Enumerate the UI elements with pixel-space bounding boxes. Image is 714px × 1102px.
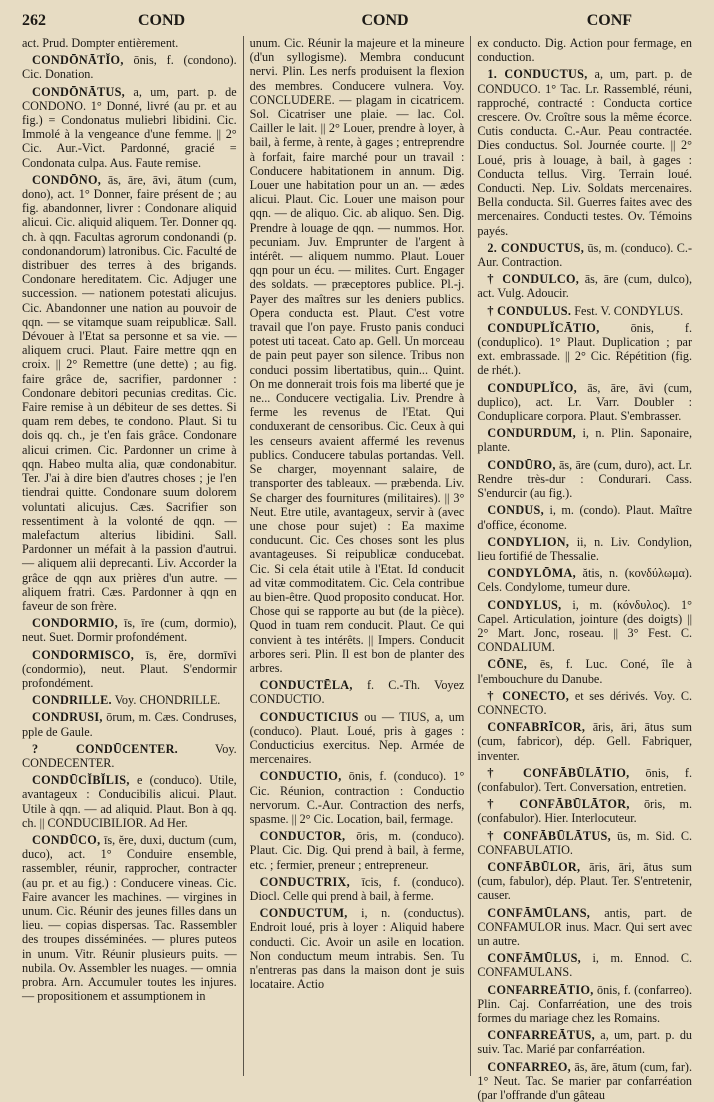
- dictionary-entry: [477, 381, 692, 424]
- dictionary-entry: [22, 85, 237, 170]
- dictionary-entry: [477, 566, 692, 594]
- entry-headword: CONDUS,: [487, 503, 544, 518]
- entry-definition: e (conduco). Utile, avantageux : Conducibilis alicui. Plaut. Utile à qqn. — ad aliquid. Plaut. Bon à qq. ch. || CONDUCIBILIOR. Ad Her.: [22, 773, 237, 830]
- dictionary-entry: [477, 860, 692, 903]
- entry-definition: Voy. CONDECENTER.: [22, 741, 237, 770]
- entry-definition: antis, part. de CONFAMULOR inus. Macr. Qui sert avec un autre.: [477, 905, 693, 948]
- entry-definition: īs, īre (cum, dormio), neut. Suet. Dormir profondément.: [22, 616, 237, 645]
- dictionary-entry: [22, 173, 237, 613]
- dictionary-entry: [477, 906, 692, 949]
- entry-headword: CONDŪCĬBĬLIS,: [32, 773, 130, 788]
- dictionary-entry: [477, 67, 692, 237]
- entry-definition: a, um, part. p. de CONDUCO. 1° Tac. Lr. Rassemblé, réuni, rapproché, contracté : Conducta cortice crescere. Ov. Croître sous la même écorce. Cutis conducta. C.-Aur. Peau contractée. Dies conductus. Sol. Journée courte. || 2° Loué, pris à louage, à bail, à gages : Conducta tellus. Virg. Terrain loué. Conducti. Nep. Liv. Soldats mercenaires. Bella conducta. Sil. Guerres faites avec des mercenaires. Conducti testes. Ov. Témoins payés.: [477, 67, 693, 238]
- entry-headword: CONDUCTĒLA,: [259, 678, 353, 693]
- entry-headword: CONDŌNĀTUS,: [32, 84, 126, 99]
- entry-definition: i, m. Ennod. C. CONFAMULANS.: [477, 951, 693, 980]
- entry-definition: īs, ĕre, dormīvi (condormio), neut. Plaut. S'endormir profondément.: [22, 647, 237, 690]
- entry-definition: ōris, m. (confabulor). Hier. Interlocuteur.: [477, 797, 693, 826]
- dictionary-entry: [477, 36, 692, 64]
- dictionary-entry: [22, 833, 237, 1003]
- dictionary-entry: [250, 829, 465, 872]
- entry-definition: ās, āre (cum, dulco), act. Vulg. Adoucir.: [477, 272, 693, 301]
- text-columns: [22, 36, 693, 1102]
- dictionary-entry: [477, 598, 692, 655]
- dictionary-entry: [477, 535, 692, 563]
- entry-definition: ex conducto. Dig. Action pour fermage, en conduction.: [477, 36, 693, 65]
- entry-definition: i, m. (condo). Plaut. Maître d'office, économe.: [477, 503, 693, 532]
- dictionary-entry: [250, 36, 465, 675]
- dictionary-entry: [250, 906, 465, 991]
- entry-headword: CONDUPLĬCO,: [487, 380, 577, 395]
- entry-definition: et ses dérivés. Voy. C. CONNECTO.: [477, 688, 693, 717]
- dictionary-entry: [477, 766, 692, 794]
- entry-definition: ătis, n. (κονδύλωμα). Cels. Condylome, tumeur dure.: [477, 566, 693, 595]
- entry-headword: CONDŪCO,: [32, 832, 101, 847]
- dictionary-entry: [22, 773, 237, 830]
- entry-headword: † CONECTO,: [487, 688, 570, 703]
- column-right: [470, 36, 693, 1102]
- entry-headword: CONDŌNĀTĬO,: [32, 53, 124, 68]
- dictionary-entry: [477, 797, 692, 825]
- entry-headword: CONDUCTRIX,: [259, 874, 350, 889]
- entry-headword: CONDUCTOR,: [259, 829, 346, 844]
- dictionary-entry: [22, 648, 237, 691]
- running-head-center: COND: [361, 12, 409, 29]
- entry-definition: īs, ĕre, duxi, ductum (cum, duco), act. 1° Conduire ensemble, rassembler, réunir, rapprocher, contracter (au pr. et au fig.) : Conducere vineas. Cic. Faire avancer les machines. — virgines in unum. Cic. Réunir des jeunes filles dans un lieu. — copias dispersas. Tac. Rassembler des troupes disséminées. — plures puteos in unum. Vitr. Réunir plusieurs puits. — nubila. Ov. Assembler les nuages. — omnia probra. Arn. Accumuler toutes les injures. — propositionem et assumptionem in: [22, 832, 237, 1004]
- running-head-right: CONF: [586, 12, 633, 29]
- entry-definition: i, m. (κόνδυλος). 1° Capel. Articulation, jointure (des doigts) || 2° Mart. Jonc, roseau. || 3° Fest. C. CONDALIUM.: [477, 597, 693, 655]
- entry-headword: CONDRUSI,: [32, 710, 103, 725]
- entry-definition: ōnis, f. (conduco). 1° Cic. Réunion, contraction : Conductio nervorum. C.-Aur. Contraction des nerfs, spasme. || 2° Cic. Location, bail, fermage.: [249, 769, 465, 826]
- entry-headword: CONDŌNO,: [32, 172, 102, 187]
- entry-definition: īcis, f. (conduco). Diocl. Celle qui prend à bail, à ferme.: [249, 874, 465, 903]
- entry-definition: ōnis, f. (conduplico). 1° Plaut. Duplication ; par ext. embrassade. || 2° Cic. Répétition (fig. de rhét.).: [477, 320, 693, 378]
- dictionary-entry: [22, 53, 237, 81]
- entry-definition: a, um, part. p. de CONDONO. 1° Donné, livré (au pr. et au fig.) = Condonatus muliebri libidini. Cic. Immolé à la vengeance d'une femme. || 2° Cic. Aur.-Vict. Pardonné, gracié = Condonata culpa. Aus. Faute remise.: [22, 84, 237, 170]
- entry-definition: ōris, m. (conduco). Plaut. Cic. Dig. Qui prend à bail, à ferme, etc. ; fermier, preneur ; entrepreneur.: [249, 829, 465, 872]
- entry-headword: CONDYLION,: [487, 534, 570, 549]
- entry-definition: i, n. (conductus). Endroit loué, pris à loyer : Aliquid habere conducti. Cic. Avoir un asile en location. Non conductum meum intrabis. Sen. Tu n'entreras pas dans la maison dont je suis locataire. Actio: [249, 906, 465, 992]
- entry-headword: CONFĀMŪLUS,: [487, 951, 582, 966]
- dictionary-entry: [477, 426, 692, 454]
- column-middle: [243, 36, 471, 1076]
- entry-headword: CONFĀBŪLOR,: [487, 859, 581, 874]
- entry-headword: CONDORMISCO,: [32, 647, 135, 662]
- dictionary-entry: [22, 693, 237, 707]
- entry-headword: † CONFĀBŪLĀTOR,: [487, 797, 630, 812]
- entry-headword: † CONFĀBŪLĀTUS,: [487, 828, 611, 843]
- dictionary-entry: [250, 710, 465, 767]
- dictionary-entry: [477, 1028, 692, 1056]
- page-header: [22, 12, 692, 34]
- entry-definition: ōnis, f. (condono). Cic. Donation.: [22, 53, 237, 82]
- dictionary-entry: [250, 678, 465, 706]
- dictionary-entry: [22, 742, 237, 770]
- entry-definition: ūs, m. Sid. C. CONFABULATIO.: [477, 828, 693, 857]
- dictionary-entry: [22, 710, 237, 738]
- entry-headword: CONFĀMŪLANS,: [487, 905, 591, 920]
- dictionary-entry: [477, 720, 692, 763]
- dictionary-entry: [477, 304, 692, 318]
- entry-definition: āris, āri, ātus sum (cum, fabulor), dép. Plaut. Ter. S'entretenir, causer.: [477, 859, 693, 903]
- entry-headword: CONFARREO,: [487, 1059, 572, 1074]
- dictionary-entry: [477, 689, 692, 717]
- entry-definition: ūs, m. (conduco). C.-Aur. Contraction.: [477, 240, 693, 270]
- entry-definition: i, n. Plin. Saponaire, plante.: [477, 426, 693, 455]
- entry-headword: CONDŪRO,: [487, 457, 556, 472]
- dictionary-entry: [477, 983, 692, 1026]
- column-left: [22, 36, 243, 1076]
- entry-headword: CONFARREĀTIO,: [487, 982, 594, 997]
- entry-definition: act. Prud. Dompter entièrement.: [22, 36, 179, 50]
- entry-headword: CONDUCTICIUS: [259, 709, 359, 724]
- entry-headword: ? CONDŪCENTER.: [32, 741, 179, 756]
- dictionary-entry: [477, 241, 692, 269]
- entry-headword: CONDYLUS,: [487, 597, 562, 612]
- entry-definition: ās, āre (cum, duro), act. Lr. Rendre très-dur : Condurari. Cass. S'endurcir (au fig.).: [477, 457, 693, 501]
- entry-definition: ii, n. Liv. Condylion, lieu fortifié de Thessalie.: [477, 534, 693, 563]
- dictionary-entry: [477, 272, 692, 300]
- entry-definition: a, um, part. p. du suiv. Tac. Marié par confarréation.: [477, 1028, 693, 1057]
- entry-headword: CONDUCTIO,: [259, 769, 342, 784]
- entry-definition: ou — TIUS, a, um (conduco). Plaut. Loué, pris à gages : Conducticius exercitus. Nep. Armée de mercenaires.: [249, 709, 465, 767]
- entry-headword: CONDURDUM,: [487, 426, 576, 441]
- entry-definition: ēs, f. Luc. Coné, île à l'embouchure du Danube.: [477, 657, 693, 686]
- entry-headword: CONFARREĀTUS,: [487, 1028, 595, 1043]
- entry-headword: † CONDULUS.: [487, 303, 572, 318]
- entry-headword: CONDUPLĬCĀTIO,: [487, 320, 600, 335]
- entry-definition: ās, āre, āvi (cum, duplico), act. Lr. Varr. Doubler : Conduplicare corpora. Plaut. S'embrasser.: [477, 380, 693, 424]
- entry-headword: † CONDULCO,: [487, 272, 580, 287]
- dictionary-entry: [477, 951, 692, 979]
- entry-headword: CŌNE,: [487, 657, 528, 672]
- dictionary-entry: [477, 503, 692, 531]
- dictionary-entry: [477, 1060, 692, 1102]
- entry-definition: Fest. V. CONDYLUS.: [574, 303, 684, 318]
- entry-definition: unum. Cic. Réunir la majeure et la mineure (d'un syllogisme). Membra conducunt nervi. Plin. Les nerfs produisent la flexion des membres. Conducere vulnera. Voy. CONCLUDERE. — plagam in cicatricem. Sol. Cicatriser une plaie. — lac. Col. Cailler le lait. || 2° Louer, prendre à loyer, à bail, à ferme, à rente, à gages ; entreprendre à forfait, faire marché pour un travail : Conducere habitationem in annum. Dig. Louer une habitation pour un an. — ædes alicui. Plaut. Cic. Louer une maison pour qqn. — de aliquo. Cic. ab aliquo. Sen. Dig. Prendre à louage de qqn. — nummos. Hor. pecuniam. Juv. Emprunter de l'argent à intérêt. — aliquem nummo. Plaut. Louer qqn pour un écu. — milites. Curt. Engager des soldats. — præceptores publice. Pl.-j. Payer des maîtres sur les deniers publics. Opera conducta est. Plaut. C'est votre travail que l'on paye. Frusto panis conduci potest uti taceat. Cato ap. Gell. Un morceau de pain peut payer son silence. Tribus non conduci possim libertatibus, quin... Quint. On me donnerait trois fois ma liberté que je ne... Conducere vectigalia. Liv. Prendre à ferme les revenus de l'Etat. Qui conduxerant de censoribus. Cic. Ceux à qui les censeurs avaient affermé les revenus publics. Conducere tabulas portandas. Vell. Se charger, moyennant salaire, de transporter des tableaux. — præbenda. Liv. Se charger des fournitures (militaires). || 3° Neut. Etre utile, avantageux, servir à (avec une chose pour sujet) : Ea maxime conducunt. Cic. Ces choses sont les plus avantageuses. Si reipublicæ conducebat. Cic. Si cela était utile à l'Etat. Id conducit ad vitæ commoditatem. Cic. Cela contribue au bien-être. Quod proposito conducat. Hor. Chose qui se rapporte au but (de la pièce). Quod in tuam rem conducit. Plaut. Ce qui convient à tes intérêts. || Impers. Conducit arbores seri. Plin. Il est bon de planter des arbres.: [249, 36, 465, 675]
- entry-definition: ōrum, m. Cæs. Condruses, pple de Gaule.: [22, 710, 237, 739]
- entry-headword: 1. CONDUCTUS,: [487, 67, 588, 82]
- entry-headword: CONDUCTUM,: [259, 906, 348, 921]
- dictionary-entry: [477, 321, 692, 378]
- dictionary-entry: [22, 36, 237, 50]
- page-number: 262: [22, 12, 46, 29]
- dictionary-entry: [477, 829, 692, 857]
- entry-definition: ōnis, f. (confabulor). Tert. Conversation, entretien.: [477, 765, 693, 794]
- entry-headword: CONDYLŌMA,: [487, 566, 576, 581]
- entry-headword: 2. CONDUCTUS,: [487, 240, 585, 255]
- dictionary-entry: [250, 875, 465, 903]
- entry-definition: ōnis, f. (confarreo). Plin. Caj. Confarréation, une des trois formes du mariage chez les Romains.: [477, 982, 693, 1025]
- running-head-left: COND: [138, 12, 186, 29]
- entry-definition: āris, āri, ātus sum (cum, fabricor), dép. Gell. Fabriquer, inventer.: [477, 720, 693, 763]
- entry-headword: † CONFĀBŪLĀTIO,: [487, 765, 630, 780]
- dictionary-entry: [22, 616, 237, 644]
- dictionary-entry: [477, 458, 692, 501]
- entry-headword: CONFABRĪCOR,: [487, 720, 586, 735]
- entry-definition: ās, āre, ātum (cum, far). 1° Neut. Tac. Se marier par confarréation (par l'offrande d'un gâteau: [477, 1059, 693, 1102]
- dictionary-entry: [250, 769, 465, 826]
- entry-definition: f. C.-Th. Voyez CONDUCTIO.: [249, 678, 465, 707]
- entry-headword: CONDORMIO,: [32, 616, 118, 631]
- entry-definition: ās, āre, āvi, ātum (cum, dono), act. 1° Donner, faire présent de ; au fig. abandonner, livrer : Condonare aliquid alicui. Cic. aliquid aliquem. Ter. Donner qq. ch. à qqn. Facultas agrorum condonandi (p. condonandorum) latronibus. Cic. Faculté de distribuer des terres à des brigands. Condonare hereditatem. Cic. Adjuger une succession. — nationem potestati alicujus. Cic. Abandonner une nation au pouvoir de qqn. — se vitamque suam reipublicæ. Sall. Dévouer à l'Etat sa personne et sa vie. — aliquem cruci. Plaut. Faire mettre qqn en croix. || 2° Remettre (une dette) ; au fig. faire grâce de, sacrifier, pardonner : Condonare debitori pecunias creditas. Cic. Faire remise à un débiteur de ses dettes. Si quam rem debes, te condono. Plaut. Si tu dois qq. ch., je t'en fais grâce. Condonare alicui crimen. Cic. Pardonner un crime à qqn. Habeo multa alia, quæ condonabitur. Ter. J'ai à dire bien d'autres choses ; je l'en tiendrai quitte. Condonare suum dolorem voluntati alicujus. Cæs. Sacrifier son ressentiment à la volonté de qqn. — malefactum alterius libidini. Sall. Pardonner un méfait à la passion d'autrui. — aliquem alii deprecanti. Liv. Accorder la grâce de qqn aux prières d'un autre. — aliquem fratri. Cæs. Pardonner à qqn en faveur de son frère.: [22, 172, 237, 613]
- dictionary-entry: [477, 657, 692, 685]
- entry-definition: Voy. CHONDRILLE.: [114, 693, 221, 708]
- entry-headword: CONDRILLE.: [32, 693, 112, 708]
